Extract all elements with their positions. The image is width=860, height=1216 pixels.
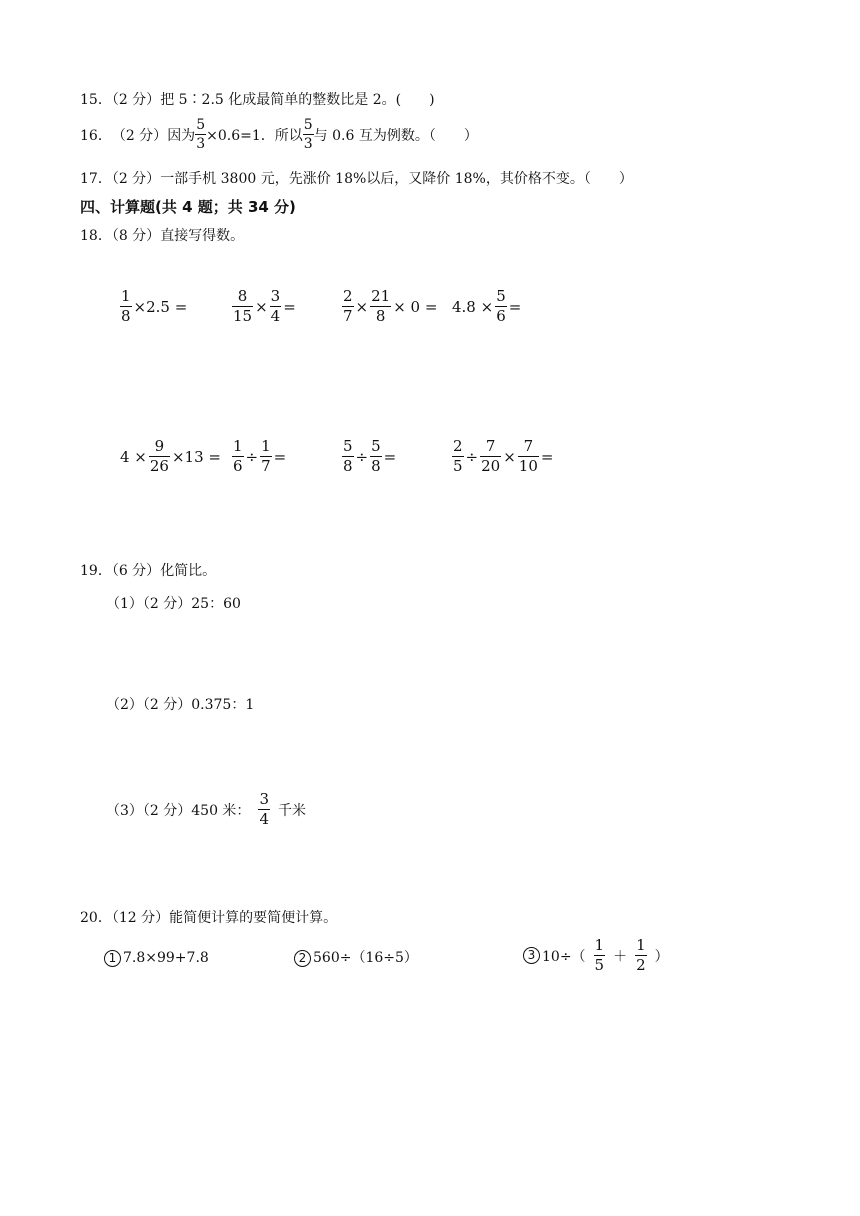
expression-6: $\frac{1}{6}$ ÷ $\frac{1}{7}$ = (233, 437, 287, 475)
circled-number: 3 (523, 947, 540, 964)
calc-1: 1 7.8×99+7.8 (104, 948, 209, 968)
circled-number: 1 (104, 950, 121, 967)
question-points: （2 分） (111, 127, 168, 144)
question-number: 19． (80, 563, 112, 579)
expression-8: $\frac{2}{5}$ ÷ $\frac{7}{20}$ × $\frac{7}{10}$ = (453, 437, 554, 475)
question-points: （2 分） (111, 171, 161, 187)
subquestion-19-3: （3）（2 分）450 米： $\frac{3}{4}$ 千米 (106, 790, 306, 828)
expression-7: $\frac{5}{8}$ ÷ $\frac{5}{8}$ = (343, 437, 397, 475)
question-number: 18． (80, 228, 112, 244)
question-text: 与 0.6 互为例数。（ ） (313, 127, 478, 144)
fraction: $\frac{5}{3}$ (196, 117, 206, 152)
question-text: ×0.6=1．所以 (206, 127, 303, 144)
expression-2: $\frac{8}{15}$ × $\frac{3}{4}$ = (233, 287, 296, 325)
fraction: $\frac{3}{4}$ (259, 790, 269, 828)
expression-3: $\frac{2}{7}$ × $\frac{21}{8}$ × 0 = (343, 287, 438, 325)
expression-5: 4 × $\frac{9}{26}$ ×13 = (120, 437, 221, 475)
question-text: 因为 (167, 127, 196, 144)
calc-2: 2 560÷（16÷5） (294, 948, 418, 968)
question-19 (80, 561, 216, 581)
question-points: （8 分） (111, 228, 161, 244)
question-text: 一部手机 3800 元，先涨价 18%以后，又降价 18%，其价格不变。（ ） (160, 171, 633, 187)
fraction: $\frac{5}{3}$ (303, 117, 313, 152)
question-points: （2 分） (111, 92, 161, 108)
question-points: （6 分） (111, 563, 161, 579)
subquestion-19-2: （2）（2 分）0.375：1 (106, 697, 255, 713)
expression-1: $\frac{1}{8}$ ×2.5 = (121, 287, 188, 325)
question-18 (80, 226, 244, 246)
subquestion-19-1: （1）（2 分）25：60 (106, 596, 241, 612)
section-heading: 四、计算题(共 4 题；共 34 分) (80, 198, 296, 216)
question-20 (80, 908, 337, 928)
question-15 (80, 90, 435, 110)
calc-3: 3 10÷（ $\frac{1}{5}$ ＋ $\frac{1}{2}$ ） (523, 938, 669, 973)
question-points: （12 分） (111, 910, 170, 926)
question-text: 化简比。 (160, 563, 217, 579)
question-number: 20． (80, 910, 112, 926)
question-17 (80, 169, 633, 189)
question-number: 17． (80, 171, 112, 187)
expression-4: 4.8 × $\frac{5}{6}$ = (452, 287, 522, 325)
question-16 (80, 118, 478, 151)
question-text: 把 5∶2.5 化成最简单的整数比是 2。( ) (160, 92, 435, 108)
question-number: 15． (80, 92, 112, 108)
question-text: 能简便计算的要简便计算。 (169, 910, 338, 926)
circled-number: 2 (294, 950, 311, 967)
question-text: 直接写得数。 (160, 228, 245, 244)
question-number: 16． (80, 127, 112, 144)
